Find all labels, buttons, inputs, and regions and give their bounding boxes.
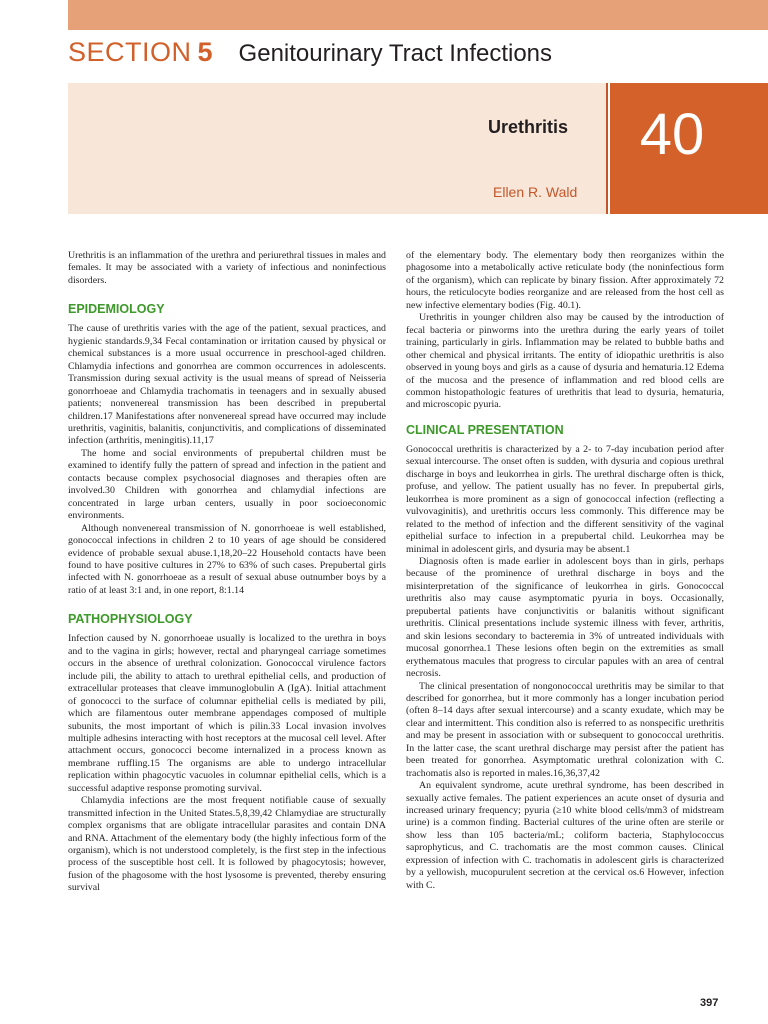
etiology-paragraph: Urethritis in younger children also may be caused by the introduction of fecal bacteria or pinworms into the urethra during the early years of toilet training, particularly in girls. Inflammation may be related to bubble baths and other chemical and physical irritants. The entity of idiopathic urethritis is also observed in young boys and girls as a cause of dysuria and hematuria.12 Edema of the mucosa and the presence of inflammation and red blood cells are common histopathologic features of urethritis that lead to dysuria, hematuria, and microscopic pyuria. xyxy=(406,312,724,411)
heading-clinical-presentation: CLINICAL PRESENTATION xyxy=(406,422,564,437)
section-label: SECTION xyxy=(68,37,192,67)
epidemiology-paragraph-3: Although nonvenereal transmission of N. gonorrhoeae is well established, gonococcal infections in children 2 to 10 years of age should be considered evidence of probable sexual abuse.1,18,20–22 Household contacts have been found to have positive cultures in 27% to 63% of such cases. Prepubertal girls infected with N. gonorrhoeae as a result of sexual abuse outnumber boys by a ratio of at least 3:1 and, in one report, 8:1.14 xyxy=(68,522,386,596)
right-column xyxy=(406,250,724,892)
clinical-paragraph-2: Diagnosis often is made earlier in adolescent boys than in girls, perhaps because of the prominence of urethral discharge in boys and the misinterpretation of the significance of leukorrhea in girls. Gonococcal urethritis also may cause asymptomatic pyuria in boys. Occasionally, prepubertal patients have conjunctivitis or balanitis without significant urethritis. Clinical presentations include systemic illness with fever, arthritis, and skin lesions secondary to bacteremia in 3% of untreated individuals with mucosal gonorrhea.1 These lesions often begin on the extremities as small erythematous macules that progress to circular papules with an area of central necrosis. xyxy=(406,555,724,680)
chapter-title: Urethritis xyxy=(488,117,569,137)
left-column xyxy=(68,250,386,895)
clinical-paragraph-4: An equivalent syndrome, acute urethral syndrome, has been described in sexually active females. The patient experiences an acute onset of dysuria and increased urinary frequency; pyuria (≥10 white blood cells/mm3 of midstream urine) is a common finding. Bacterial cultures of the urine often are sterile or show less than 105 bacteria/mL; coliform bacteria, Staphylococcus saprophyticus, and C. trachomatis are the most common causes. Clinical expression of infection with C. trachomatis in adolescent girls is characterized by a yellowish, mucopurulent secretion at the cervical os.6 However, infection with C. xyxy=(406,780,724,891)
heading-epidemiology: EPIDEMIOLOGY xyxy=(68,302,165,317)
page-number: 397 xyxy=(700,997,719,1009)
heading-pathophysiology: PATHOPHYSIOLOGY xyxy=(68,612,193,627)
pathophysiology-paragraph-1: Infection caused by N. gonorrhoeae usually is localized to the urethra in boys and to the vagina in girls; however, rectal and pharyngeal carriage sometimes occurs in the absence of urethral colonization. Gonococcal virulence factors include pili, the ability to attach to urethral epithelial cells, and production of extracellular proteases that cleave immunoglobulin A (IgA). Initial attachment of gonococci to the surface of columnar epithelial cells is mediated by pili, which are filamentous outer membrane appendages composed of multiple subunits, the most important of which is pilin.33 Local invasion involves multiple adhesins interacting with host receptors at the mucosal cell level. After attachment occurs, gonococci become internalized in a process known as membrane ruffling.15 The organisms are able to undergo intracellular replication within phagocytic vacuoles in columnar epithelial cells, which is a successful adaptive response promoting survival. xyxy=(68,633,386,794)
pathophysiology-paragraph-2: Chlamydia infections are the most frequent notifiable cause of sexually transmitted infection in the United States.5,8,39,42 Chlamydiae are structurally complex organisms that are obligate intracellular parasites and contain DNA and RNA. Attachment of the elementary body (the highly infectious form of the organism), which is not understood completely, is the first step in the infectious process of the susceptible host cell. It is followed by phagocytosis; however, fusion of the phagosome with the host lysosome is prevented, thereby ensuring survival xyxy=(68,795,386,894)
chapter-divider xyxy=(606,83,608,214)
top-color-bar xyxy=(68,0,768,30)
chapter-author: Ellen R. Wald xyxy=(493,184,578,200)
section-title: Genitourinary Tract Infections xyxy=(238,40,553,67)
clinical-paragraph-3: The clinical presentation of nongonococcal urethritis may be similar to that described for gonorrhea, but it more commonly has a longer incubation period (often 8–14 days after sexual intercourse) and a scanty exudate, which may be clear and intermittent. This condition also is referred to as nonspecific urethritis and may be present in association with or subsequent to gonococcal urethritis. In the latter case, the scant urethral discharge may persist after the patient has been treated for gonorrhea. Asymptomatic urethral colonization with C. trachomatis also is reported in males.16,36,37,42 xyxy=(406,680,724,779)
section-header xyxy=(68,37,552,73)
epidemiology-paragraph-1: The cause of urethritis varies with the age of the patient, sexual practices, and hygienic standards.9,34 Fecal contamination or irritation caused by physical or chemical substances is a more usual occurrence in preschool-aged children. Chlamydia infections and gonorrhea are common occurrences in adolescents. Transmission during sexual activity is the usual means of spread of Neisseria gonorrhoeae and Chlamydia trachomatis in teenagers and in sexually abused patients; nonvenereal transmission has been described in prepubertal children.17 Manifestations after nonvenereal spread have occurred may include urethritis, vaginitis, balanitis, conjunctivitis, and complications of disseminated infection (arthritis, meningitis).11,17 xyxy=(68,323,386,447)
chapter-number: 40 xyxy=(639,102,705,167)
section-number: 5 xyxy=(197,37,213,67)
epidemiology-paragraph-2: The home and social environments of prepubertal children must be examined to identify fully the pattern of spread and infection in the patient and contacts because complex psychosocial diagnoses and therapies often are involved.30 Children with gonorrhea and chlamydial infections are concentrated in large urban centers, usually in poor socioeconomic environments. xyxy=(68,447,386,522)
chapter-number-box xyxy=(610,83,768,214)
intro-paragraph: Urethritis is an inflammation of the urethra and periurethral tissues in males and females. It may be associated with a variety of infectious and noninfectious disorders. xyxy=(68,250,386,286)
clinical-paragraph-1: Gonococcal urethritis is characterized by a 2- to 7-day incubation period after sexual intercourse. The onset often is sudden, with dysuria and copious urethral discharge in boys and leukorrhea in girls. The urethral discharge often is thick, profuse, and yellow. The patient usually has no fever. In prepubertal girls, leukorrhea is more prominent as a sign of gonococcal infection (reflecting a vulvovaginitis), and urethritis occurs less commonly. This difference may be related to the method of infection and the different sensitivity of the vaginal epithelial surface to infection in a prepubertal child. Leukorrhea may be minimal in adolescent girls, and dysuria may be absent.1 xyxy=(406,443,724,555)
continued-paragraph: of the elementary body. The elementary body then reorganizes within the phagosome into a metabolically active reticulate body (the noninfectious form of the organism), which can replicate by binary fission. After approximately 72 hours, the reticulocyte bodies reorganize and are released from the host cell as new infective elementary bodies (Fig. 40.1). xyxy=(406,250,724,311)
